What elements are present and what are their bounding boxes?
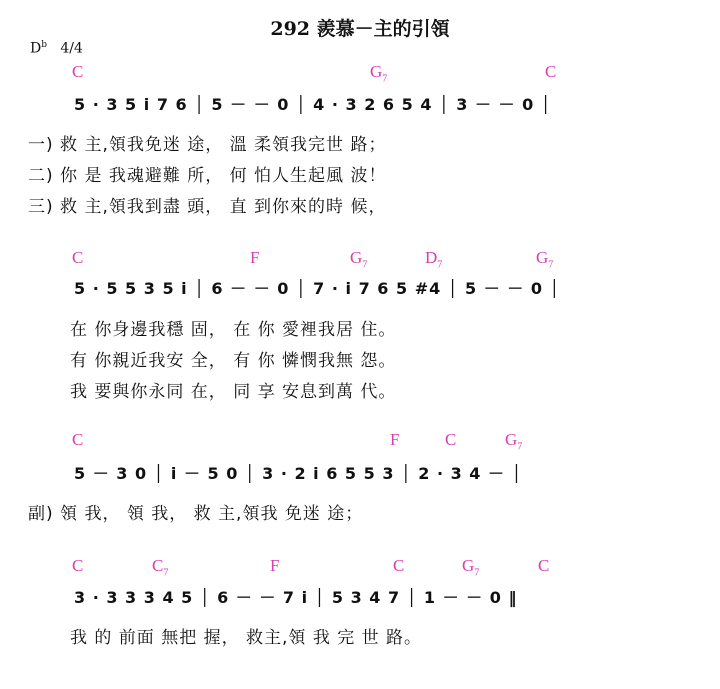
hymn-title: 292 羨慕－主的引領	[270, 18, 450, 40]
chord-symbol: C	[72, 430, 84, 449]
chord-symbol: C	[72, 62, 84, 81]
notation-line: 5 · 3 5 i 7 6 │ 5 － － 0 │ 4 · 3 2 6 5 4 │ 3 － － 0 │	[74, 95, 552, 114]
notation-line: 5 · 5 5 3 5 i │ 6 － － 0 │ 7 · i 7 6 5 #4 │ 5 － － 0 │	[74, 279, 561, 298]
key-tonic: D	[30, 40, 42, 57]
key-signature	[30, 40, 83, 57]
notation-line: 5 － 3 0 │ i － 5 0 │ 3 · 2 i 6 5 5 3 │ 2 · 3 4 － │	[74, 464, 523, 483]
chord-symbol: $G_7$	[350, 248, 368, 271]
lyric-line: 我 的 前面 無把 握， 救主,領 我 完 世 路。	[70, 628, 423, 648]
chord-symbol: C	[445, 430, 457, 449]
lyric-line: 一) 救 主,領我免迷 途， 溫 柔領我完世 路；	[28, 135, 387, 155]
lyric-line: 我 要與你永同 在， 同 享 安息到萬 代。	[70, 382, 397, 402]
notation-line: 3 · 3 3 3 4 5 │ 6 － － 7 i │ 5 3 4 7 │ 1 － － 0 ‖	[74, 588, 518, 607]
chord-symbol: C	[545, 62, 557, 81]
lyric-line: 二) 你 是 我魂避難 所， 何 怕人生起風 波！	[28, 166, 387, 186]
chord-symbol: C	[538, 556, 550, 575]
time-signature: 4/4	[60, 40, 83, 57]
key-accidental: b	[41, 40, 47, 50]
lyric-line: 三) 救 主,領我到盡 頭， 直 到你來的時 候，	[28, 197, 387, 217]
chord-symbol: F	[270, 556, 280, 575]
chord-symbol: F	[390, 430, 400, 449]
chord-symbol: $G_7$	[370, 62, 388, 85]
chord-symbol: $G_7$	[536, 248, 554, 271]
chord-symbol: C	[72, 556, 84, 575]
chord-symbol: C	[72, 248, 84, 267]
lyric-line: 在 你身邊我穩 固， 在 你 愛裡我居 住。	[70, 320, 397, 340]
chord-symbol: F	[250, 248, 260, 267]
lyric-line: 副) 領 我， 領 我， 救 主,領我 免迷 途；	[28, 504, 364, 524]
lyric-line: 有 你親近我安 全， 有 你 憐憫我無 怨。	[70, 351, 397, 371]
chord-symbol: $G_7$	[505, 430, 523, 453]
chord-symbol: C	[393, 556, 405, 575]
chord-symbol: $C_7$	[152, 556, 169, 579]
chord-symbol: $D_7$	[425, 248, 443, 271]
chord-symbol: $G_7$	[462, 556, 480, 579]
